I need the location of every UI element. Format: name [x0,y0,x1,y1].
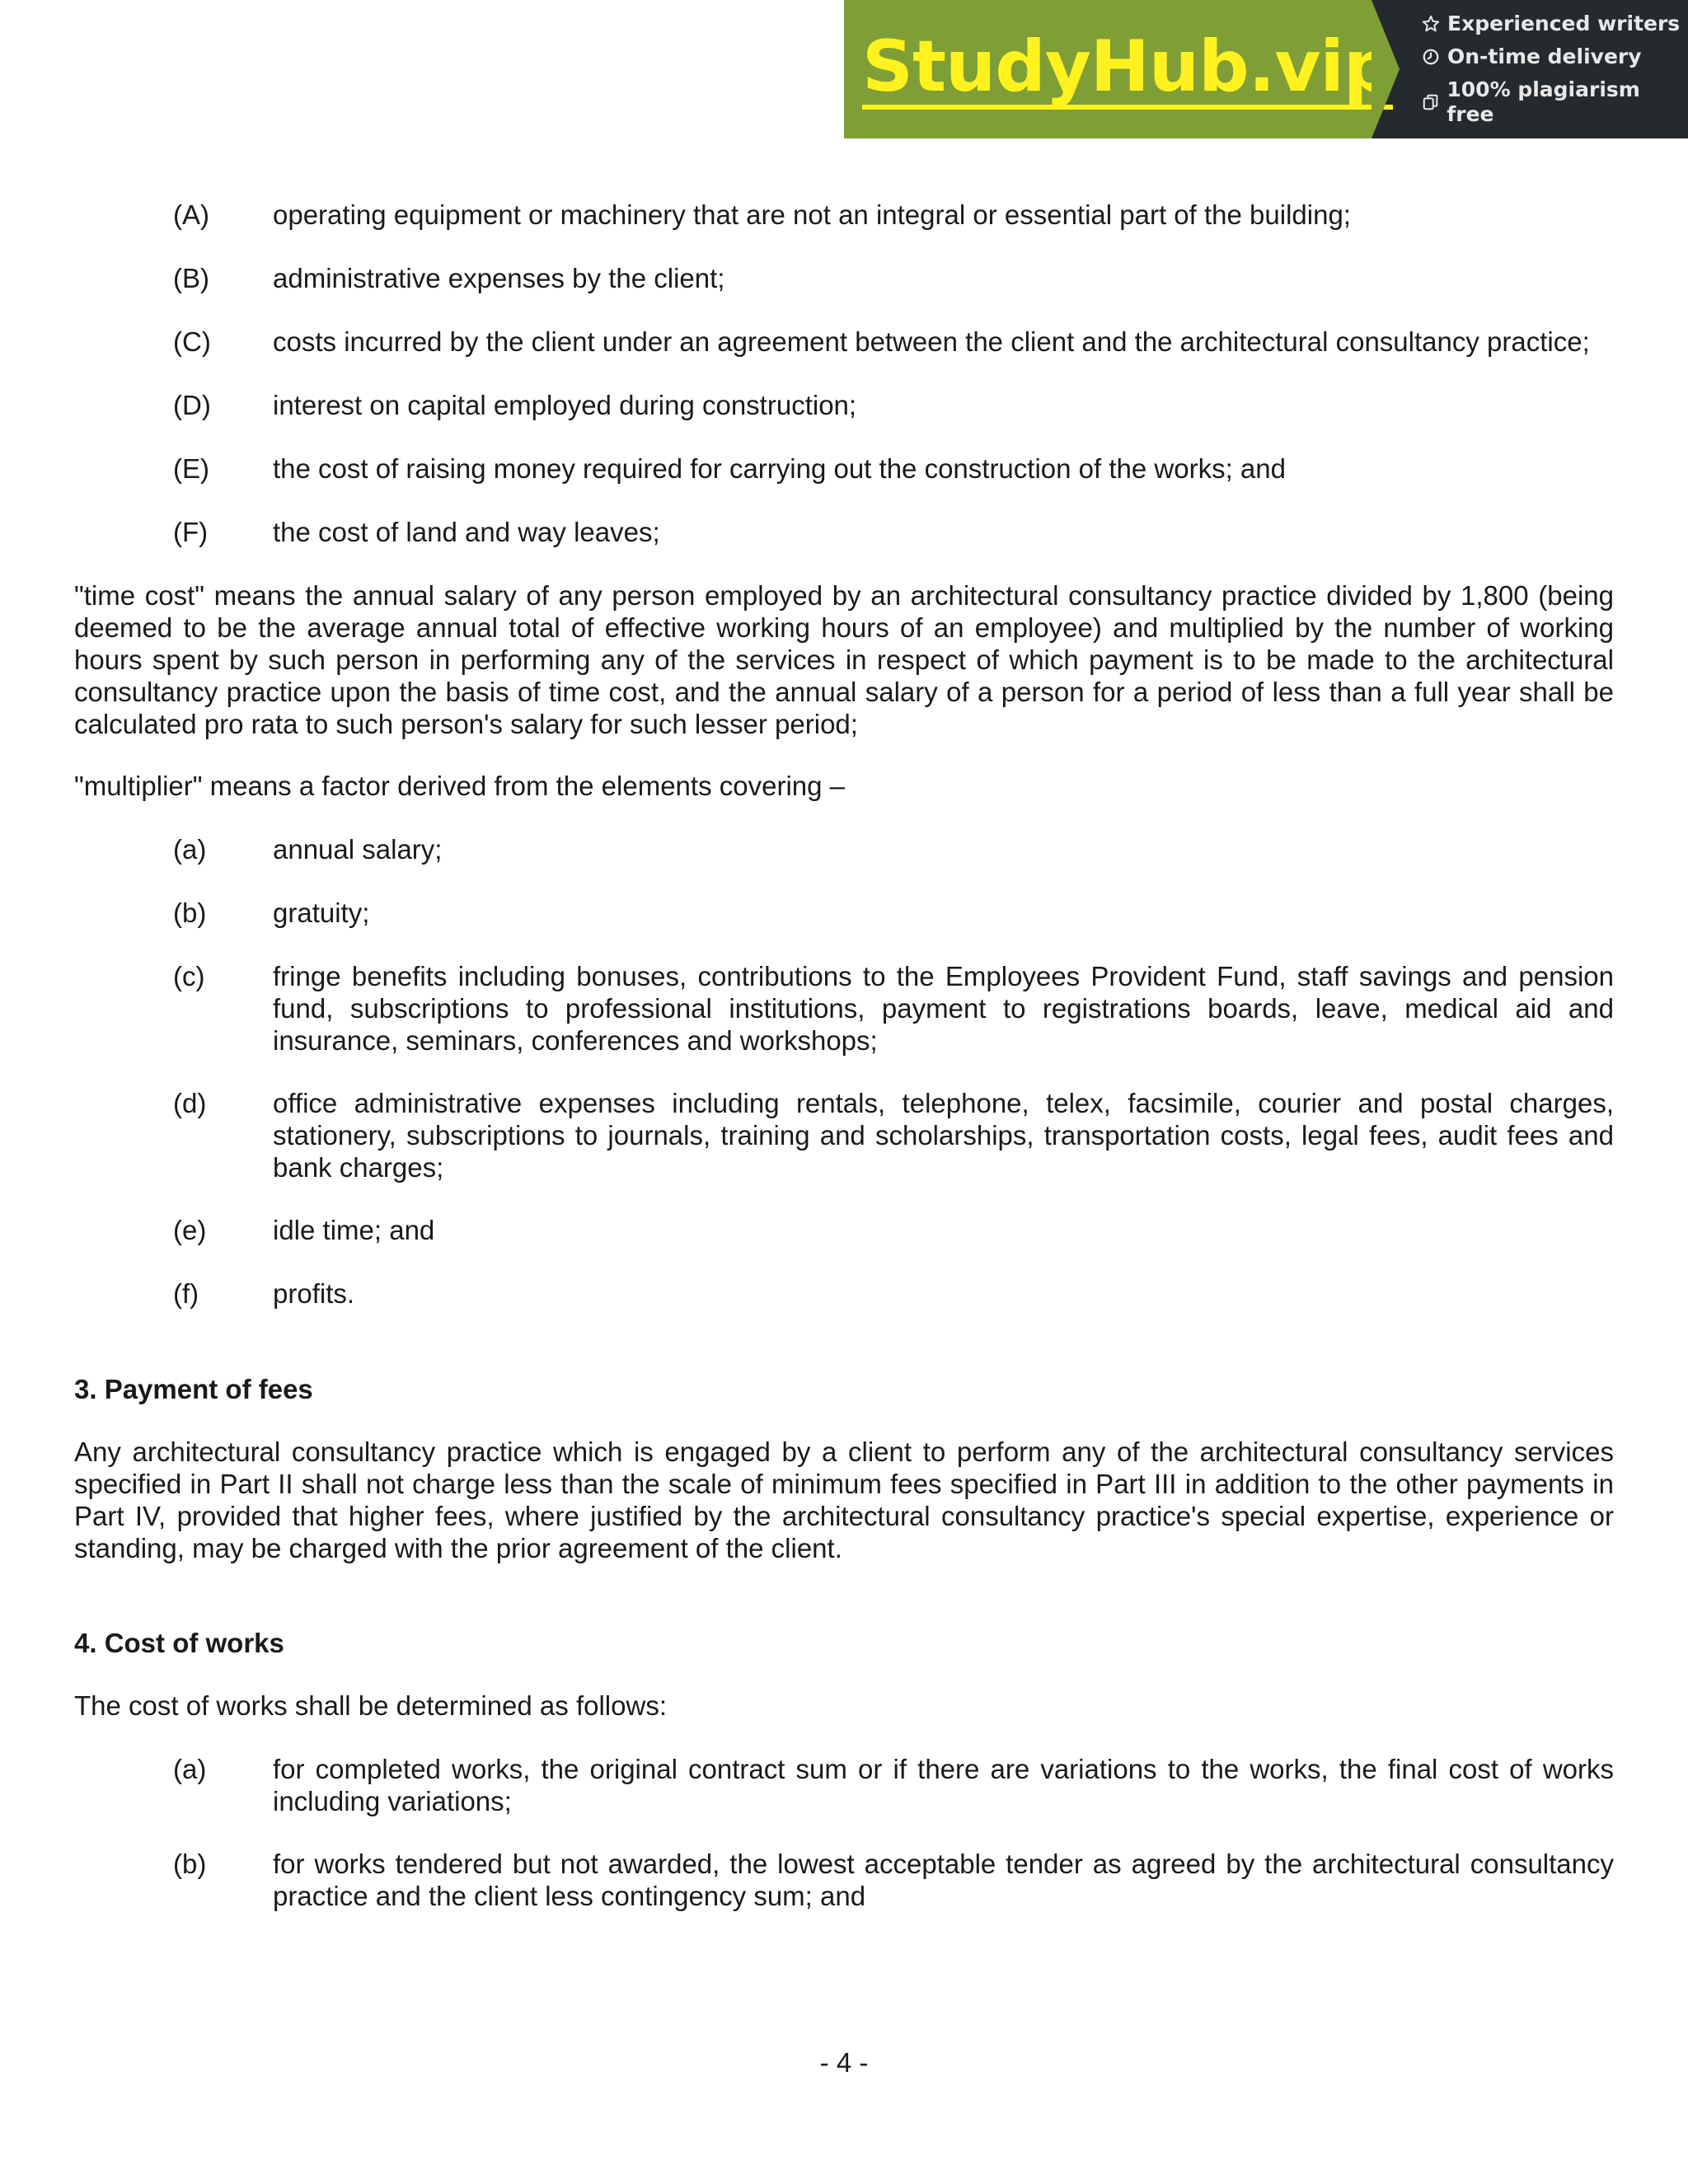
list-marker: (B) [173,263,209,293]
list-marker: (b) [173,1849,207,1879]
payment-of-fees-body: Any architectural consultancy practice which is engaged by a client to perform any of the architectural consultancy services specified in Part II shall not charge less than the scale of minimum fees specified in Part III in addition to the other payments in Part IV, provided that higher fees, where justified by the architectural consultancy practice's special expertise, experience or standing, may be charged with the prior agreement of the client. [74,1436,1614,1563]
list-item-text: the cost of raising money required for carrying out the construction of the works; and [273,453,1286,484]
list-marker: (b) [173,898,207,928]
list-marker: (E) [173,453,209,484]
list-marker: (e) [173,1215,207,1245]
section-heading-cost-of-works: 4. Cost of works [74,1628,284,1658]
list-marker: (f) [173,1278,199,1309]
list-item-text: annual salary; [273,834,443,865]
list-item-text: gratuity; [273,898,370,928]
list-item-text: for works tendered but not awarded, the lowest acceptable tender as agreed by the architectural consultancy practice and the client less contingency sum; and [273,1849,1614,1911]
list-item-text: idle time; and [273,1215,435,1245]
feature-label: 100% plagiarism free [1447,77,1640,126]
list-marker: (a) [173,1754,207,1784]
banner-arrow-shape [1372,0,1400,138]
list-item-text: profits. [273,1278,355,1309]
time-cost-definition: "time cost" means the annual salary of any person employed by an architectural consultancy practice divided by 1,800 (being deemed to be the average annual total of effective working hours of an employee) and multiplied by the number of working hours spent by such person in performing any of the services in respect of which payment is to be made to the architectural consultancy practice upon the basis of time cost, and the annual salary of a person for a period of less than a full year shall be calculated pro rata to such person's salary for such lesser period; [74,580,1614,739]
list-marker: (F) [173,517,209,547]
list-item-text: for completed works, the original contract sum or if there are variations to the works, the final cost of works including variations; [273,1754,1614,1816]
list-marker: (d) [173,1088,207,1118]
list-marker: (D) [173,390,211,420]
list-item-text: costs incurred by the client under an agreement between the client and the architectural consultancy practice; [273,326,1590,357]
logo-text: StudyHub.vip [862,26,1394,108]
feature-label: Experienced writers [1447,12,1681,35]
list-item-text: interest on capital employed during construction; [273,390,857,420]
section-heading-payment-of-fees: 3. Payment of fees [74,1374,313,1404]
list-item-text: operating equipment or machinery that are not an integral or essential part of the building; [273,199,1351,230]
page-number: - 4 - [819,2047,869,2078]
list-item-text: the cost of land and way leaves; [273,517,660,547]
list-marker: (C) [173,326,211,357]
list-item-text: office administrative expenses including rentals, telephone, telex, facsimile, courier and postal charges, stationery, subscriptions to journals, training and scholarships, transportation costs, legal fees, audit fees and bank charges; [273,1088,1614,1183]
feature-label: On-time delivery [1447,45,1642,68]
list-item-text: fringe benefits including bonuses, contributions to the Employees Provident Fund, staff savings and pension fund, subscriptions to professional institutions, payment to registrations boards, leave, medical aid and insurance, seminars, conferences and workshops; [273,961,1614,1056]
cost-of-works-intro: The cost of works shall be determined as follows: [74,1690,667,1721]
list-item-text: administrative expenses by the client; [273,263,725,293]
list-marker: (a) [173,834,207,865]
multiplier-definition: "multiplier" means a factor derived from the elements covering – [74,771,846,801]
list-marker: (A) [173,199,209,230]
list-marker: (c) [173,961,205,991]
